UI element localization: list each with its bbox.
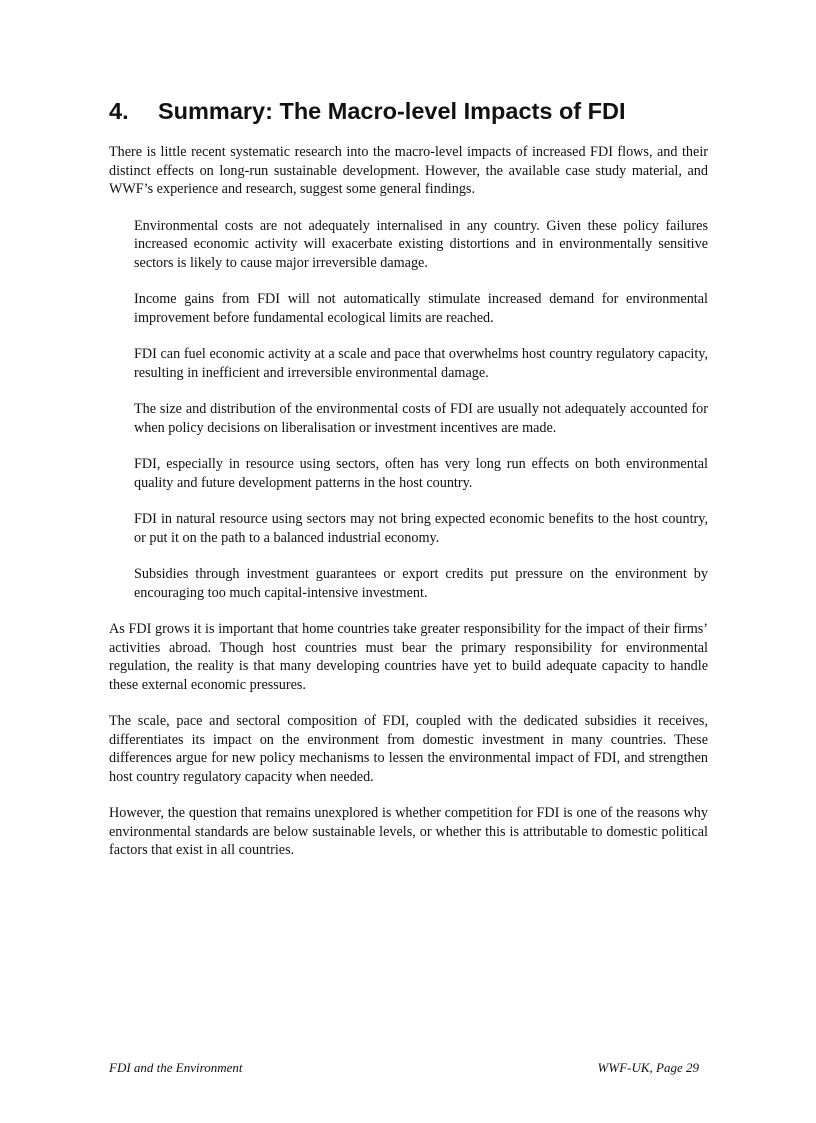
body-text [109,143,708,878]
finding-item: Income gains from FDI will not automatically stimulate increased demand for environmental improvement before fundamental ecological limits are reached. [134,291,708,326]
finding-item: Subsidies through investment guarantees or export credits put pressure on the environment by encouraging too much capital-intensive investment. [134,566,708,601]
body-paragraph: The scale, pace and sectoral composition of FDI, coupled with the dedicated subsidies it receives, differentiates its impact on the environment from domestic investment in many countries. These differences argue for new policy mechanisms to lessen the environmental impact of FDI, and strengthen host country regulatory capacity when needed. [109,713,708,785]
intro-paragraph: There is little recent systematic research into the macro-level impacts of increased FDI flows, and their distinct effects on long-run sustainable development. However, the available case study material, and WWF’s experience and research, suggest some general findings. [109,144,708,197]
finding-item: The size and distribution of the environmental costs of FDI are usually not adequately accounted for when policy decisions on liberalisation or investment incentives are made. [134,401,708,436]
section-title: Summary: The Macro-level Impacts of FDI [158,98,626,124]
finding-item: FDI can fuel economic activity at a scale and pace that overwhelms host country regulatory capacity, resulting in inefficient and irreversible environmental damage. [134,346,708,381]
finding-item: FDI in natural resource using sectors may not bring expected economic benefits to the host country, or put it on the path to a balanced industrial economy. [134,511,708,546]
footer-document-title: FDI and the Environment [109,1060,243,1075]
body-paragraph: However, the question that remains unexplored is whether competition for FDI is one of the reasons why environmental standards are below sustainable levels, or whether this is attributable to domestic political factors that exist in all countries. [109,805,708,858]
footer-page-number: WWF-UK, Page 29 [597,1060,699,1075]
findings-list [109,217,708,603]
body-paragraph: As FDI grows it is important that home countries take greater responsibility for the impact of their firms’ activities abroad. Though host countries must bear the primary responsibility for environmental regulation, the reality is that many developing countries have yet to build adequate capacity to handle these external economic pressures. [109,621,708,693]
section-heading [109,96,729,126]
finding-item: Environmental costs are not adequately internalised in any country. Given these policy failures increased economic activity will exacerbate existing distortions and in environmentally sensitive sectors is likely to cause major irreversible damage. [134,217,708,271]
finding-item: FDI, especially in resource using sectors, often has very long run effects on both environmental quality and future development patterns in the host country. [134,456,708,491]
section-number: 4. [109,98,129,124]
